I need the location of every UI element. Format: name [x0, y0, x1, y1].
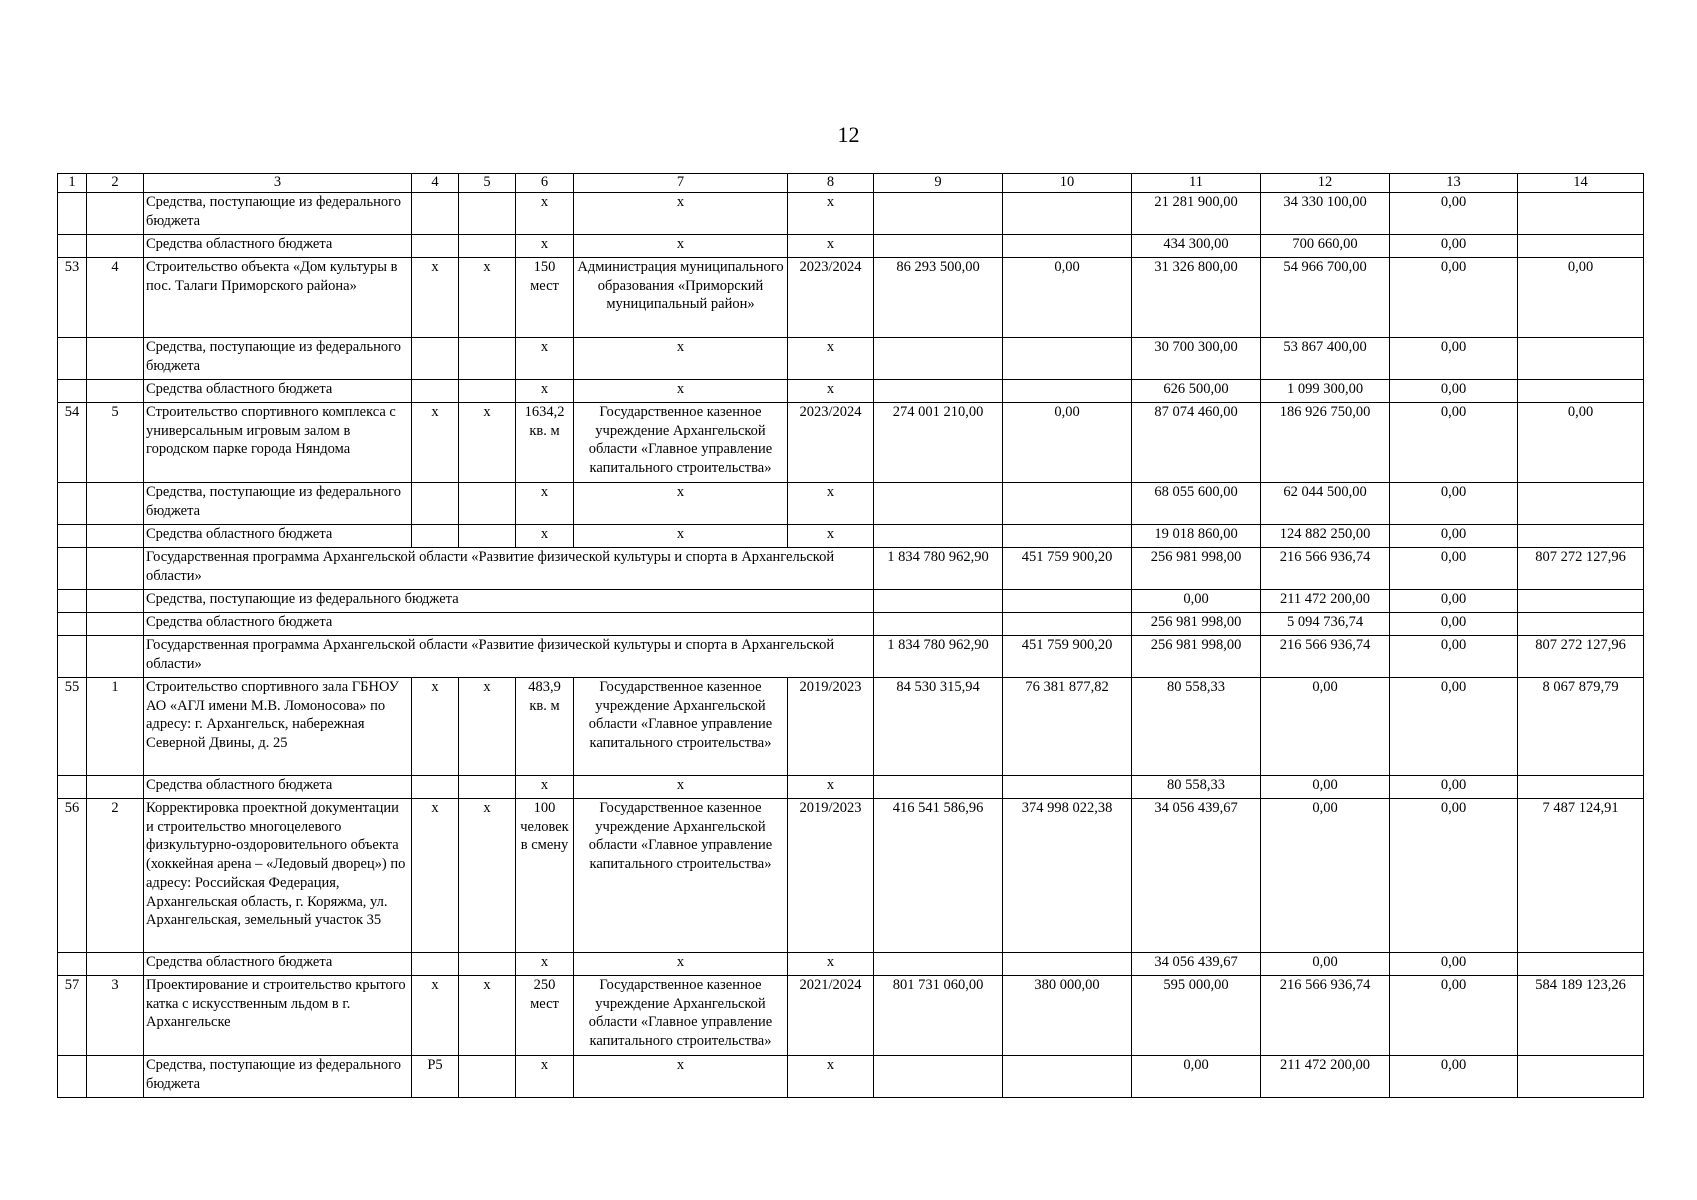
table-row	[58, 953, 1644, 976]
table-cell: Средства областного бюджета	[144, 380, 412, 403]
table-cell: х	[412, 799, 459, 953]
table-cell: 19 018 860,00	[1132, 525, 1261, 548]
table-cell	[1518, 380, 1644, 403]
table-cell	[874, 193, 1003, 235]
table-cell: х	[788, 338, 874, 380]
table-row	[58, 776, 1644, 799]
table-cell: 0,00	[1003, 403, 1132, 483]
table-cell: Государственное казенное учреждение Архангельской области «Главное управление капитального строительства»	[574, 976, 788, 1056]
table-cell: х	[459, 403, 516, 483]
table-cell	[58, 525, 87, 548]
table-cell: х	[788, 1056, 874, 1098]
table-cell: Средства, поступающие из федерального бюджета	[144, 483, 412, 525]
table-row	[58, 636, 1644, 678]
table-cell: 34 056 439,67	[1132, 799, 1261, 953]
table-row	[58, 258, 1644, 338]
table-cell: 80 558,33	[1132, 776, 1261, 799]
table-cell	[87, 548, 144, 590]
table-cell: 483,9 кв. м	[516, 678, 574, 776]
budget-table	[57, 173, 1644, 1098]
table-cell: 55	[58, 678, 87, 776]
table-cell: Строительство спортивного комплекса с универсальным игровым залом в городском парке города Няндома	[144, 403, 412, 483]
header-cell: 8	[788, 174, 874, 193]
table-row	[58, 193, 1644, 235]
table-cell	[459, 776, 516, 799]
table-row	[58, 525, 1644, 548]
table-cell	[87, 613, 144, 636]
table-cell: 54 966 700,00	[1261, 258, 1390, 338]
table-cell	[874, 380, 1003, 403]
table-cell: 216 566 936,74	[1261, 548, 1390, 590]
table-cell	[87, 193, 144, 235]
table-cell: 1	[87, 678, 144, 776]
table-cell: 0,00	[1390, 380, 1518, 403]
table-cell: 0,00	[1261, 678, 1390, 776]
table-cell: 807 272 127,96	[1518, 548, 1644, 590]
table-cell: 5 094 736,74	[1261, 613, 1390, 636]
table-cell: 0,00	[1132, 1056, 1261, 1098]
table-cell: 0,00	[1261, 953, 1390, 976]
table-cell	[87, 636, 144, 678]
table-cell: 0,00	[1390, 590, 1518, 613]
table-cell: 7 487 124,91	[1518, 799, 1644, 953]
table-cell: 0,00	[1261, 799, 1390, 953]
table-cell	[412, 776, 459, 799]
table-cell: 3	[87, 976, 144, 1056]
table-cell: 76 381 877,82	[1003, 678, 1132, 776]
table-cell: 30 700 300,00	[1132, 338, 1261, 380]
table-cell	[1518, 590, 1644, 613]
table-cell	[1518, 338, 1644, 380]
table-cell: х	[788, 380, 874, 403]
page-number: 12	[837, 122, 860, 147]
table-cell: х	[459, 799, 516, 953]
table-cell: 216 566 936,74	[1261, 976, 1390, 1056]
table-cell: Государственное казенное учреждение Архангельской области «Главное управление капитального строительства»	[574, 799, 788, 953]
table-cell	[874, 613, 1003, 636]
table-cell: х	[574, 483, 788, 525]
table-cell: 1634,2 кв. м	[516, 403, 574, 483]
table-cell	[1003, 776, 1132, 799]
table-cell	[459, 525, 516, 548]
header-cell: 4	[412, 174, 459, 193]
table-cell	[1003, 613, 1132, 636]
table-cell: х	[412, 403, 459, 483]
table-cell	[58, 590, 87, 613]
table-cell	[58, 953, 87, 976]
table-cell: х	[516, 338, 574, 380]
table-cell	[1003, 1056, 1132, 1098]
table-cell	[58, 1056, 87, 1098]
table-cell	[1003, 380, 1132, 403]
table-cell: 451 759 900,20	[1003, 636, 1132, 678]
table-cell: х	[788, 235, 874, 258]
header-cell: 5	[459, 174, 516, 193]
table-cell: 53	[58, 258, 87, 338]
table-cell: 0,00	[1390, 258, 1518, 338]
table-cell: 0,00	[1390, 525, 1518, 548]
table-cell: х	[574, 525, 788, 548]
table-cell: 0,00	[1518, 258, 1644, 338]
table-cell: х	[516, 193, 574, 235]
table-cell	[1003, 525, 1132, 548]
table-cell: 0,00	[1390, 953, 1518, 976]
table-cell: 250 мест	[516, 976, 574, 1056]
table-cell: 56	[58, 799, 87, 953]
table-cell	[87, 590, 144, 613]
table-cell	[459, 235, 516, 258]
header-cell: 10	[1003, 174, 1132, 193]
table-row	[58, 678, 1644, 776]
table-cell: х	[574, 338, 788, 380]
table-cell: Р5	[412, 1056, 459, 1098]
table-cell: 416 541 586,96	[874, 799, 1003, 953]
table-cell: х	[574, 953, 788, 976]
table-cell	[459, 483, 516, 525]
table-cell	[459, 1056, 516, 1098]
table-cell	[874, 776, 1003, 799]
table-cell	[459, 953, 516, 976]
table-row	[58, 613, 1644, 636]
table-cell	[412, 193, 459, 235]
table-cell: 434 300,00	[1132, 235, 1261, 258]
table-cell	[1518, 776, 1644, 799]
table-row	[58, 548, 1644, 590]
table-cell: Средства областного бюджета	[144, 953, 412, 976]
table-cell: 124 882 250,00	[1261, 525, 1390, 548]
table-cell	[874, 235, 1003, 258]
table-cell: х	[412, 258, 459, 338]
table-cell	[459, 338, 516, 380]
table-cell: Администрация муниципального образования «Приморский муниципальный район»	[574, 258, 788, 338]
table-cell	[1518, 953, 1644, 976]
header-cell: 6	[516, 174, 574, 193]
header-cell: 1	[58, 174, 87, 193]
table-cell: 2	[87, 799, 144, 953]
table-cell: 0,00	[1390, 338, 1518, 380]
table-cell: 4	[87, 258, 144, 338]
table-cell: Проектирование и строительство крытого катка с искусственным льдом в г. Архангельске	[144, 976, 412, 1056]
table-cell: 57	[58, 976, 87, 1056]
table-cell: х	[459, 976, 516, 1056]
table-cell: 0,00	[1518, 403, 1644, 483]
table-cell: х	[788, 776, 874, 799]
table-cell	[58, 776, 87, 799]
table-cell: 2023/2024	[788, 403, 874, 483]
table-cell: Государственное казенное учреждение Архангельской области «Главное управление капитального строительства»	[574, 403, 788, 483]
table-cell: 0,00	[1390, 799, 1518, 953]
table-cell: 0,00	[1390, 776, 1518, 799]
table-cell: 0,00	[1390, 1056, 1518, 1098]
table-cell: 1 099 300,00	[1261, 380, 1390, 403]
table-cell	[87, 776, 144, 799]
table-row	[58, 338, 1644, 380]
header-cell: 7	[574, 174, 788, 193]
table-cell: Корректировка проектной документации и строительство многоцелевого физкультурно-оздоровительного объекта (хоккейная арена – «Ледовый дворец») по адресу: Российская Федерация, Архангельская область, г. Коряжма, ул. Архангельская, земельный участок 35	[144, 799, 412, 953]
table-cell	[1003, 338, 1132, 380]
table-cell: 0,00	[1390, 976, 1518, 1056]
table-cell: 256 981 998,00	[1132, 548, 1261, 590]
table-cell: 0,00	[1132, 590, 1261, 613]
table-cell: 274 001 210,00	[874, 403, 1003, 483]
table-cell: 216 566 936,74	[1261, 636, 1390, 678]
table-cell: 700 660,00	[1261, 235, 1390, 258]
table-cell: Государственная программа Архангельской области «Развитие физической культуры и спорта в Архангельской области»	[144, 636, 874, 678]
table-cell: 1 834 780 962,90	[874, 636, 1003, 678]
table-cell: 256 981 998,00	[1132, 613, 1261, 636]
header-cell: 12	[1261, 174, 1390, 193]
table-cell: 595 000,00	[1132, 976, 1261, 1056]
table-cell	[87, 380, 144, 403]
table-cell: 0,00	[1261, 776, 1390, 799]
table-cell	[1003, 483, 1132, 525]
table-cell	[1518, 483, 1644, 525]
table-cell	[87, 483, 144, 525]
table-row	[58, 403, 1644, 483]
table-cell	[874, 1056, 1003, 1098]
table-cell: 584 189 123,26	[1518, 976, 1644, 1056]
table-cell	[87, 525, 144, 548]
table-cell	[87, 1056, 144, 1098]
header-cell: 3	[144, 174, 412, 193]
table-row	[58, 799, 1644, 953]
table-row	[58, 483, 1644, 525]
table-cell: 0,00	[1390, 613, 1518, 636]
table-cell: 0,00	[1390, 548, 1518, 590]
table-cell	[874, 953, 1003, 976]
table-cell: х	[516, 776, 574, 799]
table-cell	[58, 613, 87, 636]
table-cell: 0,00	[1390, 193, 1518, 235]
header-row	[58, 174, 1644, 193]
table-cell: х	[574, 1056, 788, 1098]
table-cell	[1518, 235, 1644, 258]
table-cell: Средства, поступающие из федерального бюджета	[144, 338, 412, 380]
table-cell: х	[788, 525, 874, 548]
table-cell: х	[574, 235, 788, 258]
table-cell: 0,00	[1390, 235, 1518, 258]
table-cell: 34 056 439,67	[1132, 953, 1261, 976]
table-cell: 5	[87, 403, 144, 483]
table-cell	[58, 338, 87, 380]
table-cell: 150 мест	[516, 258, 574, 338]
table-cell: 451 759 900,20	[1003, 548, 1132, 590]
table-cell: х	[574, 380, 788, 403]
table-cell	[874, 338, 1003, 380]
table-cell: Средства областного бюджета	[144, 613, 874, 636]
table-cell: х	[516, 1056, 574, 1098]
table-cell: Государственное казенное учреждение Архангельской области «Главное управление капитального строительства»	[574, 678, 788, 776]
table-cell	[1003, 590, 1132, 613]
table-cell: 87 074 460,00	[1132, 403, 1261, 483]
table-cell	[58, 483, 87, 525]
table-cell: х	[516, 483, 574, 525]
table-cell	[58, 636, 87, 678]
table-cell: х	[459, 678, 516, 776]
table-cell	[1003, 953, 1132, 976]
table-row	[58, 235, 1644, 258]
table-cell	[1518, 193, 1644, 235]
table-cell	[874, 590, 1003, 613]
header-cell: 13	[1390, 174, 1518, 193]
header-cell: 14	[1518, 174, 1644, 193]
table-cell: 256 981 998,00	[1132, 636, 1261, 678]
table-cell: х	[516, 525, 574, 548]
table-cell: 0,00	[1390, 636, 1518, 678]
table-cell: 0,00	[1390, 678, 1518, 776]
table-cell: Государственная программа Архангельской области «Развитие физической культуры и спорта в Архангельской области»	[144, 548, 874, 590]
table-cell: 374 998 022,38	[1003, 799, 1132, 953]
table-cell: 211 472 200,00	[1261, 1056, 1390, 1098]
table-cell: 2021/2024	[788, 976, 874, 1056]
table-cell: х	[412, 976, 459, 1056]
table-cell	[87, 338, 144, 380]
table-cell	[1518, 1056, 1644, 1098]
table-cell: х	[459, 258, 516, 338]
table-cell: 0,00	[1390, 403, 1518, 483]
table-cell: х	[574, 193, 788, 235]
header-cell: 11	[1132, 174, 1261, 193]
table-cell	[87, 953, 144, 976]
table-row	[58, 590, 1644, 613]
table-row	[58, 380, 1644, 403]
table-cell: 380 000,00	[1003, 976, 1132, 1056]
table-cell: Строительство объекта «Дом культуры в пос. Талаги Приморского района»	[144, 258, 412, 338]
header-cell: 2	[87, 174, 144, 193]
table-cell: 2023/2024	[788, 258, 874, 338]
table-cell: 53 867 400,00	[1261, 338, 1390, 380]
table-cell: 2019/2023	[788, 799, 874, 953]
table-cell: 54	[58, 403, 87, 483]
table-cell: Средства областного бюджета	[144, 235, 412, 258]
table-cell	[412, 380, 459, 403]
table-cell	[58, 380, 87, 403]
table-cell	[1003, 193, 1132, 235]
table-cell	[412, 525, 459, 548]
table-cell: Средства областного бюджета	[144, 776, 412, 799]
table-cell	[459, 193, 516, 235]
table-cell: 2019/2023	[788, 678, 874, 776]
table-cell: х	[516, 953, 574, 976]
table-cell	[1518, 613, 1644, 636]
table-cell: 31 326 800,00	[1132, 258, 1261, 338]
table-cell: 68 055 600,00	[1132, 483, 1261, 525]
table-cell: х	[788, 953, 874, 976]
table-cell	[412, 953, 459, 976]
table-cell: 100 человек в смену	[516, 799, 574, 953]
table-cell: 86 293 500,00	[874, 258, 1003, 338]
table-cell	[58, 235, 87, 258]
table-cell: х	[516, 380, 574, 403]
header-cell: 9	[874, 174, 1003, 193]
table-cell: 1 834 780 962,90	[874, 548, 1003, 590]
table-cell	[874, 483, 1003, 525]
table-cell: х	[412, 678, 459, 776]
table-cell: х	[788, 483, 874, 525]
table-cell	[1003, 235, 1132, 258]
table-row	[58, 1056, 1644, 1098]
table-cell: Средства областного бюджета	[144, 525, 412, 548]
table-cell	[412, 338, 459, 380]
table-cell: х	[788, 193, 874, 235]
table-cell: х	[516, 235, 574, 258]
table-body	[58, 174, 1644, 1098]
table-cell	[87, 235, 144, 258]
table-cell	[58, 193, 87, 235]
table-cell: 626 500,00	[1132, 380, 1261, 403]
table-cell: 80 558,33	[1132, 678, 1261, 776]
table-cell: 84 530 315,94	[874, 678, 1003, 776]
table-row	[58, 976, 1644, 1056]
table-cell: 801 731 060,00	[874, 976, 1003, 1056]
table-cell: х	[574, 776, 788, 799]
table-cell: 34 330 100,00	[1261, 193, 1390, 235]
table-cell: Средства, поступающие из федерального бюджета	[144, 590, 874, 613]
table-cell: 211 472 200,00	[1261, 590, 1390, 613]
table-cell: 8 067 879,79	[1518, 678, 1644, 776]
table-cell	[874, 525, 1003, 548]
table-cell: 0,00	[1003, 258, 1132, 338]
table-cell: 0,00	[1390, 483, 1518, 525]
table-cell: 21 281 900,00	[1132, 193, 1261, 235]
table-cell: 62 044 500,00	[1261, 483, 1390, 525]
table-cell	[1518, 525, 1644, 548]
table-cell: 807 272 127,96	[1518, 636, 1644, 678]
table-cell	[412, 235, 459, 258]
table-cell	[58, 548, 87, 590]
table-cell	[459, 380, 516, 403]
table-cell: 186 926 750,00	[1261, 403, 1390, 483]
table-cell: Средства, поступающие из федерального бюджета	[144, 1056, 412, 1098]
table-cell: Строительство спортивного зала ГБНОУ АО «АГЛ имени М.В. Ломоносова» по адресу: г. Архангельск, набережная Северной Двины, д. 25	[144, 678, 412, 776]
table-cell	[412, 483, 459, 525]
table-cell: Средства, поступающие из федерального бюджета	[144, 193, 412, 235]
